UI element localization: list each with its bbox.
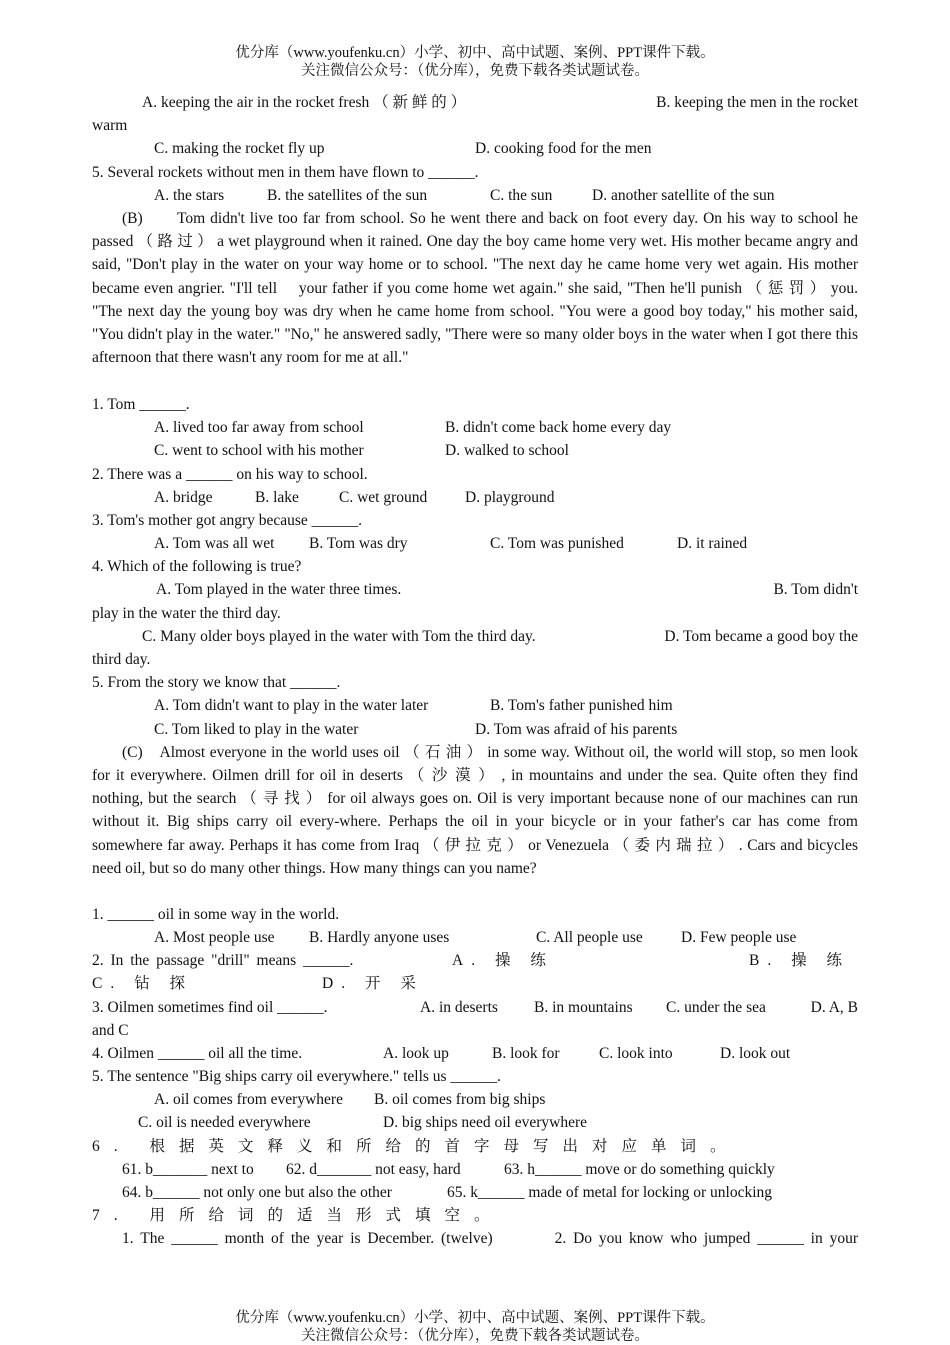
option-c: C. Tom was punished <box>490 535 624 553</box>
option-c: C. oil is needed everywhere <box>138 1114 311 1132</box>
footer-line-1: 优分库（www.youfenku.cn）小学、初中、高中试题、案例、PPT课件下载。 <box>235 1310 715 1326</box>
vocab-line <box>92 1181 858 1204</box>
option-c: C. 钻 探 <box>92 975 193 993</box>
question-stem: 5. Several rockets without men in them have flown to ______. <box>92 163 479 181</box>
option-b: B. oil comes from big ships <box>374 1091 546 1109</box>
question-line <box>92 1042 858 1065</box>
option-d: D. it rained <box>677 535 748 553</box>
fill-item: 1. The ______ month of the year is December. (twelve) <box>122 1230 493 1248</box>
question-line <box>92 625 858 648</box>
question-stem: 5. From the story we know that ______. <box>92 674 341 692</box>
vocab-item: 63. h______ move or do something quickly <box>504 1160 775 1178</box>
option-b: B. Tom didn't <box>773 581 858 599</box>
document-body <box>92 91 858 1251</box>
question-stem: 1. ______ oil in some way in the world. <box>92 905 340 923</box>
option-d: D. Tom was afraid of his parents <box>475 720 678 738</box>
question-line <box>92 648 858 671</box>
header-line-1: 优分库（www.youfenku.cn）小学、初中、高中试题、案例、PPT课件下载。 <box>235 45 715 61</box>
question-line <box>92 972 858 995</box>
option-d: D. A, B <box>810 998 858 1016</box>
question-line <box>92 486 858 509</box>
fill-line <box>92 1227 858 1250</box>
question-line <box>92 996 858 1019</box>
question-line <box>92 114 858 137</box>
question-line <box>92 1019 858 1042</box>
option-a: A. the stars <box>154 186 225 204</box>
question-line <box>92 439 858 462</box>
vocab-line <box>92 1158 858 1181</box>
option-c: C. making the rocket fly up <box>154 140 325 158</box>
question-stem: 3. Tom's mother got angry because ______. <box>92 511 363 529</box>
question-line <box>92 532 858 555</box>
passage-b: (B) Tom didn't live too far from school. So he went there and back on foot every day. On his way to school he passed （ 路 过 ） a wet playground when it rained. One day the boy came home very wet. His mother became angry and said, "Don't play in the water on your way home or to school. "The next day he came home very wet again. His mother became even angrier. "I'll tell your father if you come home wet again." she said, "Then he'll punish （ 惩 罚 ） you. "The next day the young boy was dry when he came home from school. "You were a good boy today," his mother said, "You didn't play in the water." "No," he answered sadly, "There were so many older boys in the water when I got there this afternoon that there wasn't any room for me at all." <box>92 209 858 367</box>
question-stem: 4. Oilmen ______ oil all the time. <box>92 1044 303 1062</box>
option-c: C. went to school with his mother <box>154 442 364 460</box>
section-title: 6. 根据英文释义和所给的首字母写出对应单词。 <box>92 1137 740 1155</box>
option-d: D. look out <box>720 1044 791 1062</box>
option-b: B. didn't come back home every day <box>445 419 672 437</box>
option-a: A. Most people use <box>154 928 275 946</box>
option-b-wrap: warm <box>92 117 128 135</box>
option-b: B. the satellites of the sun <box>267 186 428 204</box>
passage-c: (C) Almost everyone in the world uses oil （ 石 油 ） in some way. Without oil, the world will stop, so men look for it everywhere. Oilmen drill for oil in deserts （ 沙 漠 ） , in mountains and under the sea. Quite often they find nothing, but the search （ 寻 找 ） for oil always goes on. Oil is very important because none of our machines can run without it. Big ships carry oil every-where. Perhaps the oil in your bicycle or in your father's car has come from somewhere far away. Perhaps it has come from Iraq （ 伊 拉 克 ） or Venezuela （ 委 内 瑞 拉 ） . Cars and bicycles need oil, but so do many other things. How many things can you name? <box>92 743 858 877</box>
option-a: A. Tom played in the water three times. <box>156 581 402 599</box>
vocab-item: 65. k______ made of metal for locking or unlocking <box>447 1184 773 1201</box>
question-line <box>92 602 858 625</box>
option-a: A. bridge <box>154 488 213 506</box>
question-stem: 3. Oilmen sometimes find oil ______. <box>92 998 328 1016</box>
option-a: A. 操 练 <box>452 952 554 970</box>
option-c: C. wet ground <box>339 488 428 506</box>
option-b: B. 操 练 <box>749 952 850 970</box>
question-stem: 1. Tom ______. <box>92 395 190 413</box>
vocab-item: 62. d_______ not easy, hard <box>286 1160 461 1178</box>
section-title: 7. 用所给词的适当形式填空。 <box>92 1207 504 1225</box>
question-line <box>92 416 858 439</box>
question-line <box>92 137 858 160</box>
option-a: A. Tom was all wet <box>154 535 275 553</box>
option-d-wrap: and C <box>92 1021 129 1039</box>
option-d: D. Few people use <box>681 928 797 946</box>
question-line <box>92 718 858 741</box>
header-line-2: 关注微信公众号：（优分库），免费下载各类试题试卷。 <box>301 63 649 79</box>
option-a: A. keeping the air in the rocket fresh （ 新 鲜 的 ） <box>142 94 467 111</box>
option-d: D. Tom became a good boy the <box>664 627 858 645</box>
option-a: A. lived too far away from school <box>154 419 364 437</box>
fill-item: 2. Do you know who jumped ______ in your <box>554 1230 858 1248</box>
question-line <box>92 1088 858 1111</box>
option-c: C. look into <box>599 1044 673 1062</box>
option-b: B. Tom's father punished him <box>490 697 673 715</box>
option-c: C. Many older boys played in the water with Tom the third day. <box>142 627 536 645</box>
option-d: D. another satellite of the sun <box>592 186 775 204</box>
page-footer <box>0 1309 950 1345</box>
option-c: C. under the sea <box>666 998 766 1016</box>
option-d: D. playground <box>465 488 555 506</box>
question-line <box>92 578 858 601</box>
option-d: D. 开 采 <box>322 975 424 993</box>
option-b: B. Tom was dry <box>309 535 408 553</box>
option-b: B. look for <box>492 1044 560 1062</box>
option-b-wrap: play in the water the third day. <box>92 604 281 622</box>
question-line <box>92 694 858 717</box>
option-c: C. the sun <box>490 186 553 204</box>
question-line <box>92 91 858 114</box>
question-stem: 5. The sentence "Big ships carry oil everywhere." tells us ______. <box>92 1068 501 1086</box>
option-d: D. walked to school <box>445 442 569 460</box>
option-a: A. oil comes from everywhere <box>154 1091 343 1109</box>
vocab-item: 61. b_______ next to <box>122 1160 254 1178</box>
question-stem: 2. In the passage "drill" means ______. <box>92 952 354 970</box>
question-line <box>92 1111 858 1134</box>
option-b: B. in mountains <box>534 998 633 1016</box>
option-d: D. cooking food for the men <box>475 140 652 158</box>
option-a: A. Tom didn't want to play in the water later <box>154 697 429 715</box>
page-header <box>0 44 950 80</box>
option-b: B. Hardly anyone uses <box>309 928 450 946</box>
option-b: B. keeping the men in the rocket <box>656 94 858 111</box>
option-b: B. lake <box>255 488 299 506</box>
footer-line-2: 关注微信公众号：（优分库），免费下载各类试题试卷。 <box>301 1328 649 1344</box>
question-line <box>92 926 858 949</box>
question-stem: 2. There was a ______ on his way to school. <box>92 465 368 483</box>
option-a: A. in deserts <box>420 998 498 1016</box>
option-a: A. look up <box>383 1044 449 1062</box>
vocab-item: 64. b______ not only one but also the other <box>122 1184 392 1201</box>
option-d: D. big ships need oil everywhere <box>383 1114 588 1132</box>
option-c: C. All people use <box>536 928 643 946</box>
question-stem: 4. Which of the following is true? <box>92 558 302 576</box>
question-line <box>92 184 858 207</box>
option-c: C. Tom liked to play in the water <box>154 720 359 738</box>
question-line <box>92 949 858 972</box>
option-d-wrap: third day. <box>92 651 151 668</box>
